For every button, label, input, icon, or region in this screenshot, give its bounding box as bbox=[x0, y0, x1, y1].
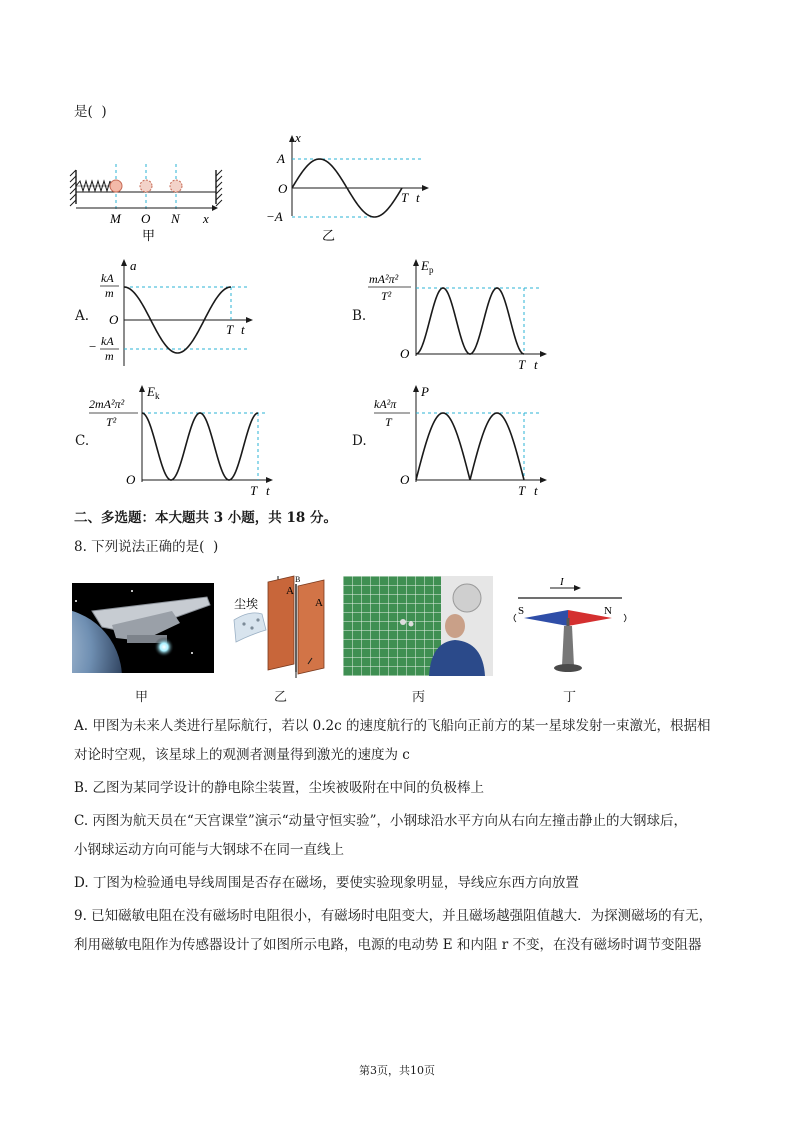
caption-yi: 乙 bbox=[322, 228, 336, 243]
q8-option-a-line2: 对论时空观，该星球上的观测者测量得到激光的速度为 c bbox=[74, 747, 410, 763]
origin-label: O bbox=[278, 181, 288, 196]
caption-q8-jia: 甲 bbox=[135, 690, 149, 705]
q8-option-c-line2: 小钢球运动方向可能与大钢球不在同一直线上 bbox=[74, 842, 344, 858]
q8-option-a-line1[interactable]: A. 甲图为未来人类进行星际航行，若以 0.2c 的速度航行的飞船向正前方的某一星球发射一束激光，根据相 bbox=[74, 718, 711, 734]
t-axis-label: t bbox=[241, 322, 245, 337]
y-label: a bbox=[130, 258, 137, 273]
label-o: O bbox=[141, 211, 151, 226]
t-axis-label: t bbox=[534, 483, 538, 498]
top-numerator: 2mA²π² bbox=[89, 397, 125, 411]
q8-stem: 8. 下列说法正确的是( ) bbox=[74, 539, 219, 555]
t-period-label: T bbox=[518, 357, 526, 372]
option-b-letter[interactable]: B. bbox=[352, 308, 367, 324]
option-a-letter[interactable]: A. bbox=[75, 308, 90, 324]
figure-precipitator bbox=[222, 572, 336, 684]
power-curve bbox=[416, 413, 524, 480]
top-denominator: T² bbox=[381, 289, 392, 303]
origin-label: O bbox=[109, 312, 119, 327]
top-denominator: m bbox=[105, 286, 114, 300]
y-label: $E_k$ bbox=[147, 384, 160, 401]
figure-jia-spring bbox=[66, 150, 236, 245]
minus-sign: − bbox=[89, 339, 97, 354]
figure-compass bbox=[510, 574, 630, 684]
bottom-numerator: kA bbox=[101, 334, 114, 348]
a-label: A bbox=[277, 151, 285, 166]
option-d-letter[interactable]: D. bbox=[352, 433, 367, 449]
q9-line1: 9. 已知磁敏电阻在没有磁场时电阻很小，有磁场时电阻变大，并且磁场越强阻值越大．为探测磁场的有无， bbox=[74, 908, 713, 924]
question-tail: 是( ) bbox=[74, 104, 107, 120]
caption-q8-ding: 丁 bbox=[563, 690, 577, 705]
origin-label: O bbox=[400, 346, 410, 361]
top-numerator: kA bbox=[101, 271, 114, 285]
option-c-letter[interactable]: C. bbox=[75, 433, 90, 449]
option-a-graph bbox=[88, 256, 268, 368]
neg-a-label: −A bbox=[266, 209, 283, 224]
origin-label: O bbox=[400, 472, 410, 487]
caption-q8-yi: 乙 bbox=[274, 690, 288, 705]
plate-label-2: A bbox=[315, 597, 323, 609]
rod-label: B bbox=[295, 575, 301, 584]
label-x: x bbox=[203, 211, 209, 226]
q8-option-b[interactable]: B. 乙图为某同学设计的静电除尘装置，尘埃被吸附在中间的负极棒上 bbox=[74, 780, 485, 796]
origin-label: O bbox=[126, 472, 136, 487]
bottom-denominator: m bbox=[105, 349, 114, 363]
option-b-graph bbox=[366, 256, 556, 374]
label-n: N bbox=[171, 211, 180, 226]
dust-label: 尘埃 bbox=[234, 597, 259, 611]
t-axis-label: t bbox=[266, 483, 270, 498]
t-period-label: T bbox=[226, 322, 234, 337]
caption-q8-bing: 丙 bbox=[412, 690, 426, 705]
current-label: I bbox=[560, 576, 564, 588]
ball-m bbox=[110, 180, 122, 192]
photo-spaceship bbox=[72, 583, 214, 673]
option-d-graph bbox=[366, 382, 556, 500]
kinetic-energy-curve bbox=[142, 413, 258, 480]
t-axis-label: t bbox=[534, 357, 538, 372]
q8-option-d[interactable]: D. 丁图为检验通电导线周围是否存在磁场，要使实验现象明显，导线应东西方向放置 bbox=[74, 875, 579, 891]
top-denominator: T bbox=[385, 415, 392, 429]
section-heading: 二、多选题：本大题共 3 小题，共 18 分。 bbox=[74, 510, 337, 526]
figure-yi-xt bbox=[262, 130, 442, 245]
top-numerator: mA²π² bbox=[369, 272, 399, 286]
t-axis-label: t bbox=[416, 190, 420, 205]
caption-jia: 甲 bbox=[142, 228, 156, 243]
s-label: S bbox=[518, 605, 525, 617]
label-m: M bbox=[110, 211, 121, 226]
option-c-graph bbox=[88, 382, 278, 500]
t-period-label: T bbox=[518, 483, 526, 498]
plate-label-1: A bbox=[286, 585, 294, 597]
photo-tiangong bbox=[343, 576, 493, 676]
t-period-label: T bbox=[401, 190, 409, 205]
potential-energy-curve bbox=[416, 288, 524, 354]
top-numerator: kA²π bbox=[374, 397, 397, 411]
y-label: $E_p$ bbox=[421, 258, 434, 275]
top-denominator: T² bbox=[106, 415, 117, 429]
y-label: P bbox=[421, 384, 429, 399]
y-label: x bbox=[295, 130, 301, 145]
t-period-label: T bbox=[250, 483, 258, 498]
page-footer: 第3页，共10页 bbox=[359, 1064, 435, 1077]
q9-line2: 利用磁敏电阻作为传感器设计了如图所示电路，电源的电动势 E 和内阻 r 不变，在没有磁场时调节变阻器 bbox=[74, 937, 702, 953]
q8-option-c-line1[interactable]: C. 丙图为航天员在“天宫课堂”演示“动量守恒实验”，小钢球沿水平方向从右向左撞击静止的大钢球后， bbox=[74, 813, 688, 829]
n-label: N bbox=[604, 605, 612, 617]
